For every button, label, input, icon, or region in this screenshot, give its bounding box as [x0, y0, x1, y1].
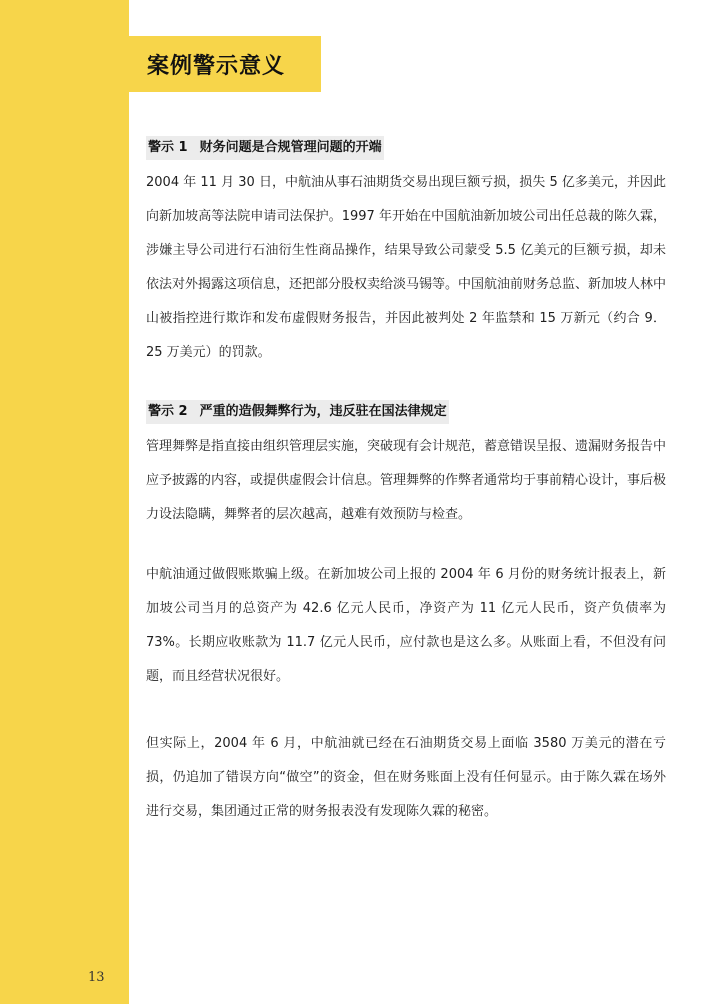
section-warning-1: [146, 136, 666, 370]
section-heading-text: 严重的造假舞弊行为，违反驻在国法律规定: [199, 404, 447, 419]
section-label: 警示 1: [148, 140, 188, 155]
side-accent-bar: [0, 0, 129, 1004]
paragraph: 但实际上，2004 年 6 月，中航油就已经在石油期货交易上面临 3580 万美元的潜在亏损，仍追加了错误方向“做空”的资金，但在财务账面上没有任何显示。由于陈久霖在场外进行交易，集团通过正常的财务报表没有发现陈久霖的秘密。: [146, 736, 666, 819]
paragraph: 管理舞弊是指直接由组织管理层实施，突破现有会计规范，蓄意错误呈报、遗漏财务报告中应予披露的内容，或提供虚假会计信息。管理舞弊的作弊者通常均于事前精心设计，事后极力设法隐瞒，舞弊者的层次越高，越难有效预防与检查。: [146, 439, 667, 522]
section-heading-text: 财务问题是合规管理问题的开端: [199, 140, 382, 155]
page-number: 13: [88, 970, 105, 985]
title-block: [129, 36, 321, 92]
section-heading: [146, 136, 384, 160]
paragraph: 中航油通过做假账欺骗上级。在新加坡公司上报的 2004 年 6 月份的财务统计报表上，新加坡公司当月的总资产为 42.6 亿元人民币，净资产为 11 亿元人民币，资产负债率为 73%。长期应收账款为 11.7 亿元人民币，应付款也是这么多。从账面上看，不但没有问题，而且经营状况很好。: [146, 567, 666, 684]
paragraph: 2004 年 11 月 30 日，中航油从事石油期货交易出现巨额亏损，损失 5 亿多美元，并因此向新加坡高等法院申请司法保护。1997 年开始在中国航油新加坡公司出任总裁的陈久霖，涉嫌主导公司进行石油衍生性商品操作，结果导致公司蒙受 5.5 亿美元的巨额亏损，却未依法对外揭露这项信息，还把部分股权卖给淡马锡等。中国航油前财务总监、新加坡人林中山被指控进行欺诈和发布虚假财务报告，并因此被判处 2 年监禁和 15 万新元（约合 9．25 万美元）的罚款。: [146, 175, 667, 360]
section-warning-2: [146, 400, 666, 829]
section-label: 警示 2: [148, 404, 188, 419]
document-content: [146, 136, 666, 829]
page-title: 案例警示意义: [147, 54, 286, 79]
section-heading: [146, 400, 449, 424]
